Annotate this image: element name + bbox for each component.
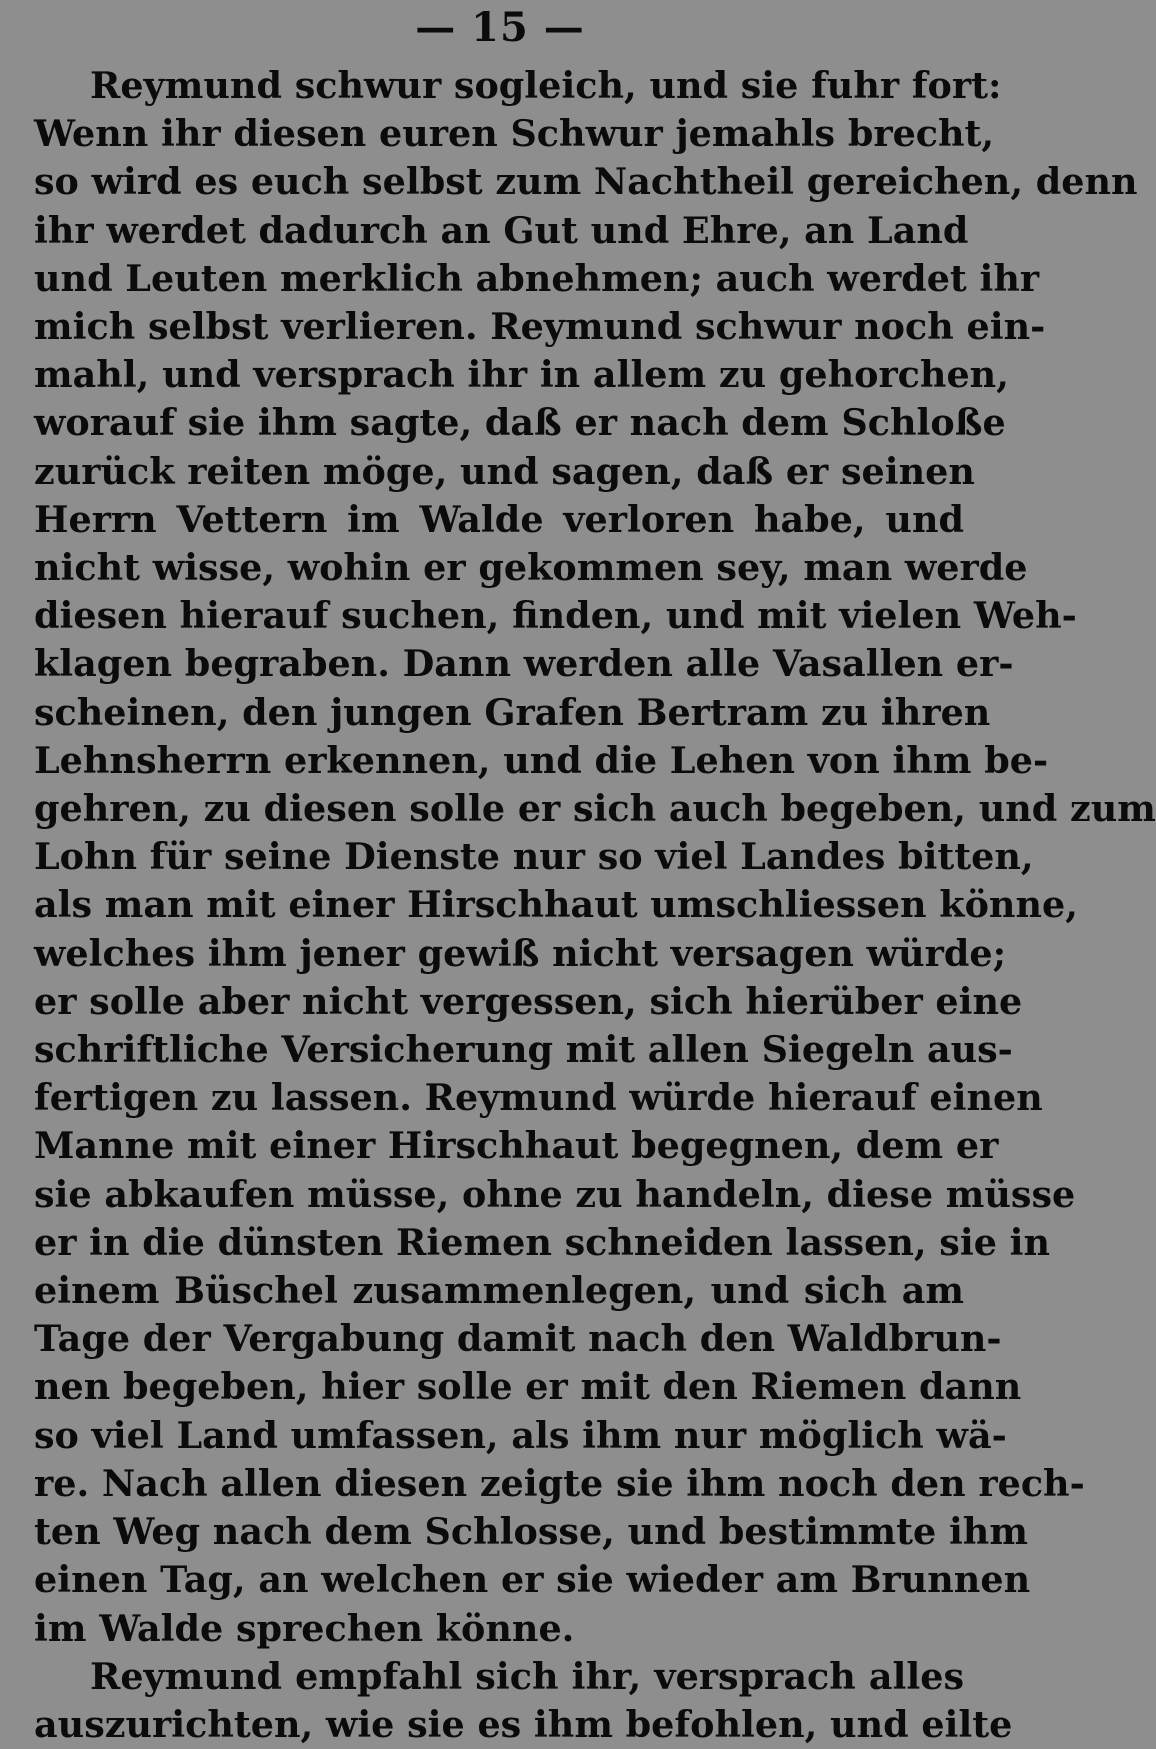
text-line: re. Nach allen diesen zeigte sie ihm noch den rech- — [34, 1461, 1085, 1505]
text-line: Reymund schwur sogleich, und sie fuhr fort: — [90, 64, 1002, 107]
text-line: fertigen zu lassen. Reymund würde hierauf einen — [34, 1076, 1043, 1120]
text-line: so viel Land umfassen, als ihm nur möglich wä- — [34, 1413, 1007, 1457]
text-line: sie abkaufen müsse, ohne zu handeln, diese müsse — [34, 1172, 1076, 1216]
text-line: nen begeben, hier solle er mit den Riemen dann — [34, 1365, 1022, 1409]
text-line: so wird es euch selbst zum Nachtheil gereichen, denn — [34, 160, 1138, 204]
text-line: scheinen, den jungen Grafen Bertram zu ihren — [34, 690, 991, 734]
text-line: ihr werdet dadurch an Gut und Ehre, an Land — [34, 208, 969, 252]
text-line: Manne mit einer Hirschhaut begegnen, dem er — [34, 1124, 999, 1168]
body-text — [34, 62, 1156, 1749]
text-line: gehren, zu diesen solle er sich auch begeben, und zum — [34, 787, 1156, 831]
text-line: als man mit einer Hirschhaut umschliessen könne, — [34, 883, 1078, 927]
page-number: — 15 — — [415, 4, 585, 51]
text-line: welches ihm jener gewiß nicht versagen würde; — [34, 931, 1007, 975]
text-line: klagen begraben. Dann werden alle Vasallen er- — [34, 642, 1014, 686]
text-line: Lohn für seine Dienste nur so viel Landes bitten, — [34, 835, 1034, 879]
text-line: Wenn ihr diesen euren Schwur jemahls brecht, — [34, 112, 995, 156]
text-line: schriftliche Versicherung mit allen Siegeln aus- — [34, 1028, 1013, 1072]
text-line: und Leuten merklich abnehmen; auch werdet ihr — [34, 256, 1040, 300]
paragraph — [34, 1653, 1013, 1749]
text-line: worauf sie ihm sagte, daß er nach dem Schloße — [34, 401, 1006, 445]
paragraph — [34, 62, 1156, 1653]
text-line: einen Tag, an welchen er sie wieder am Brunnen — [34, 1558, 1031, 1602]
text-line: im Walde sprechen könne. — [34, 1606, 575, 1650]
text-line: diesen hierauf suchen, finden, und mit vielen Weh- — [34, 594, 1077, 638]
text-line: ten Weg nach dem Schlosse, und bestimmte ihm — [34, 1510, 1028, 1554]
text-line: einem Büschel zusammenlegen, und sich am — [34, 1269, 964, 1313]
text-line: er solle aber nicht vergessen, sich hierüber eine — [34, 979, 1023, 1023]
text-line: Tage der Vergabung damit nach den Waldbrun- — [34, 1317, 1002, 1361]
text-line: er in die dünsten Riemen schneiden lassen, sie in — [34, 1220, 1051, 1264]
text-line: mahl, und versprach ihr in allem zu gehorchen, — [34, 353, 1009, 397]
text-line: nicht wisse, wohin er gekommen sey, man werde — [34, 546, 1028, 590]
text-line: Lehnsherrn erkennen, und die Lehen von ihm be- — [34, 738, 1049, 782]
text-line: zurück reiten möge, und sagen, daß er seinen — [34, 449, 975, 493]
text-line: auszurichten, wie sie es ihm befohlen, und eilte — [34, 1702, 1013, 1746]
text-line: Herrn Vettern im Walde verloren habe, und — [34, 497, 964, 541]
text-line: mich selbst verlieren. Reymund schwur noch ein- — [34, 305, 1046, 349]
text-line: Reymund empfahl sich ihr, versprach alles — [90, 1654, 964, 1698]
